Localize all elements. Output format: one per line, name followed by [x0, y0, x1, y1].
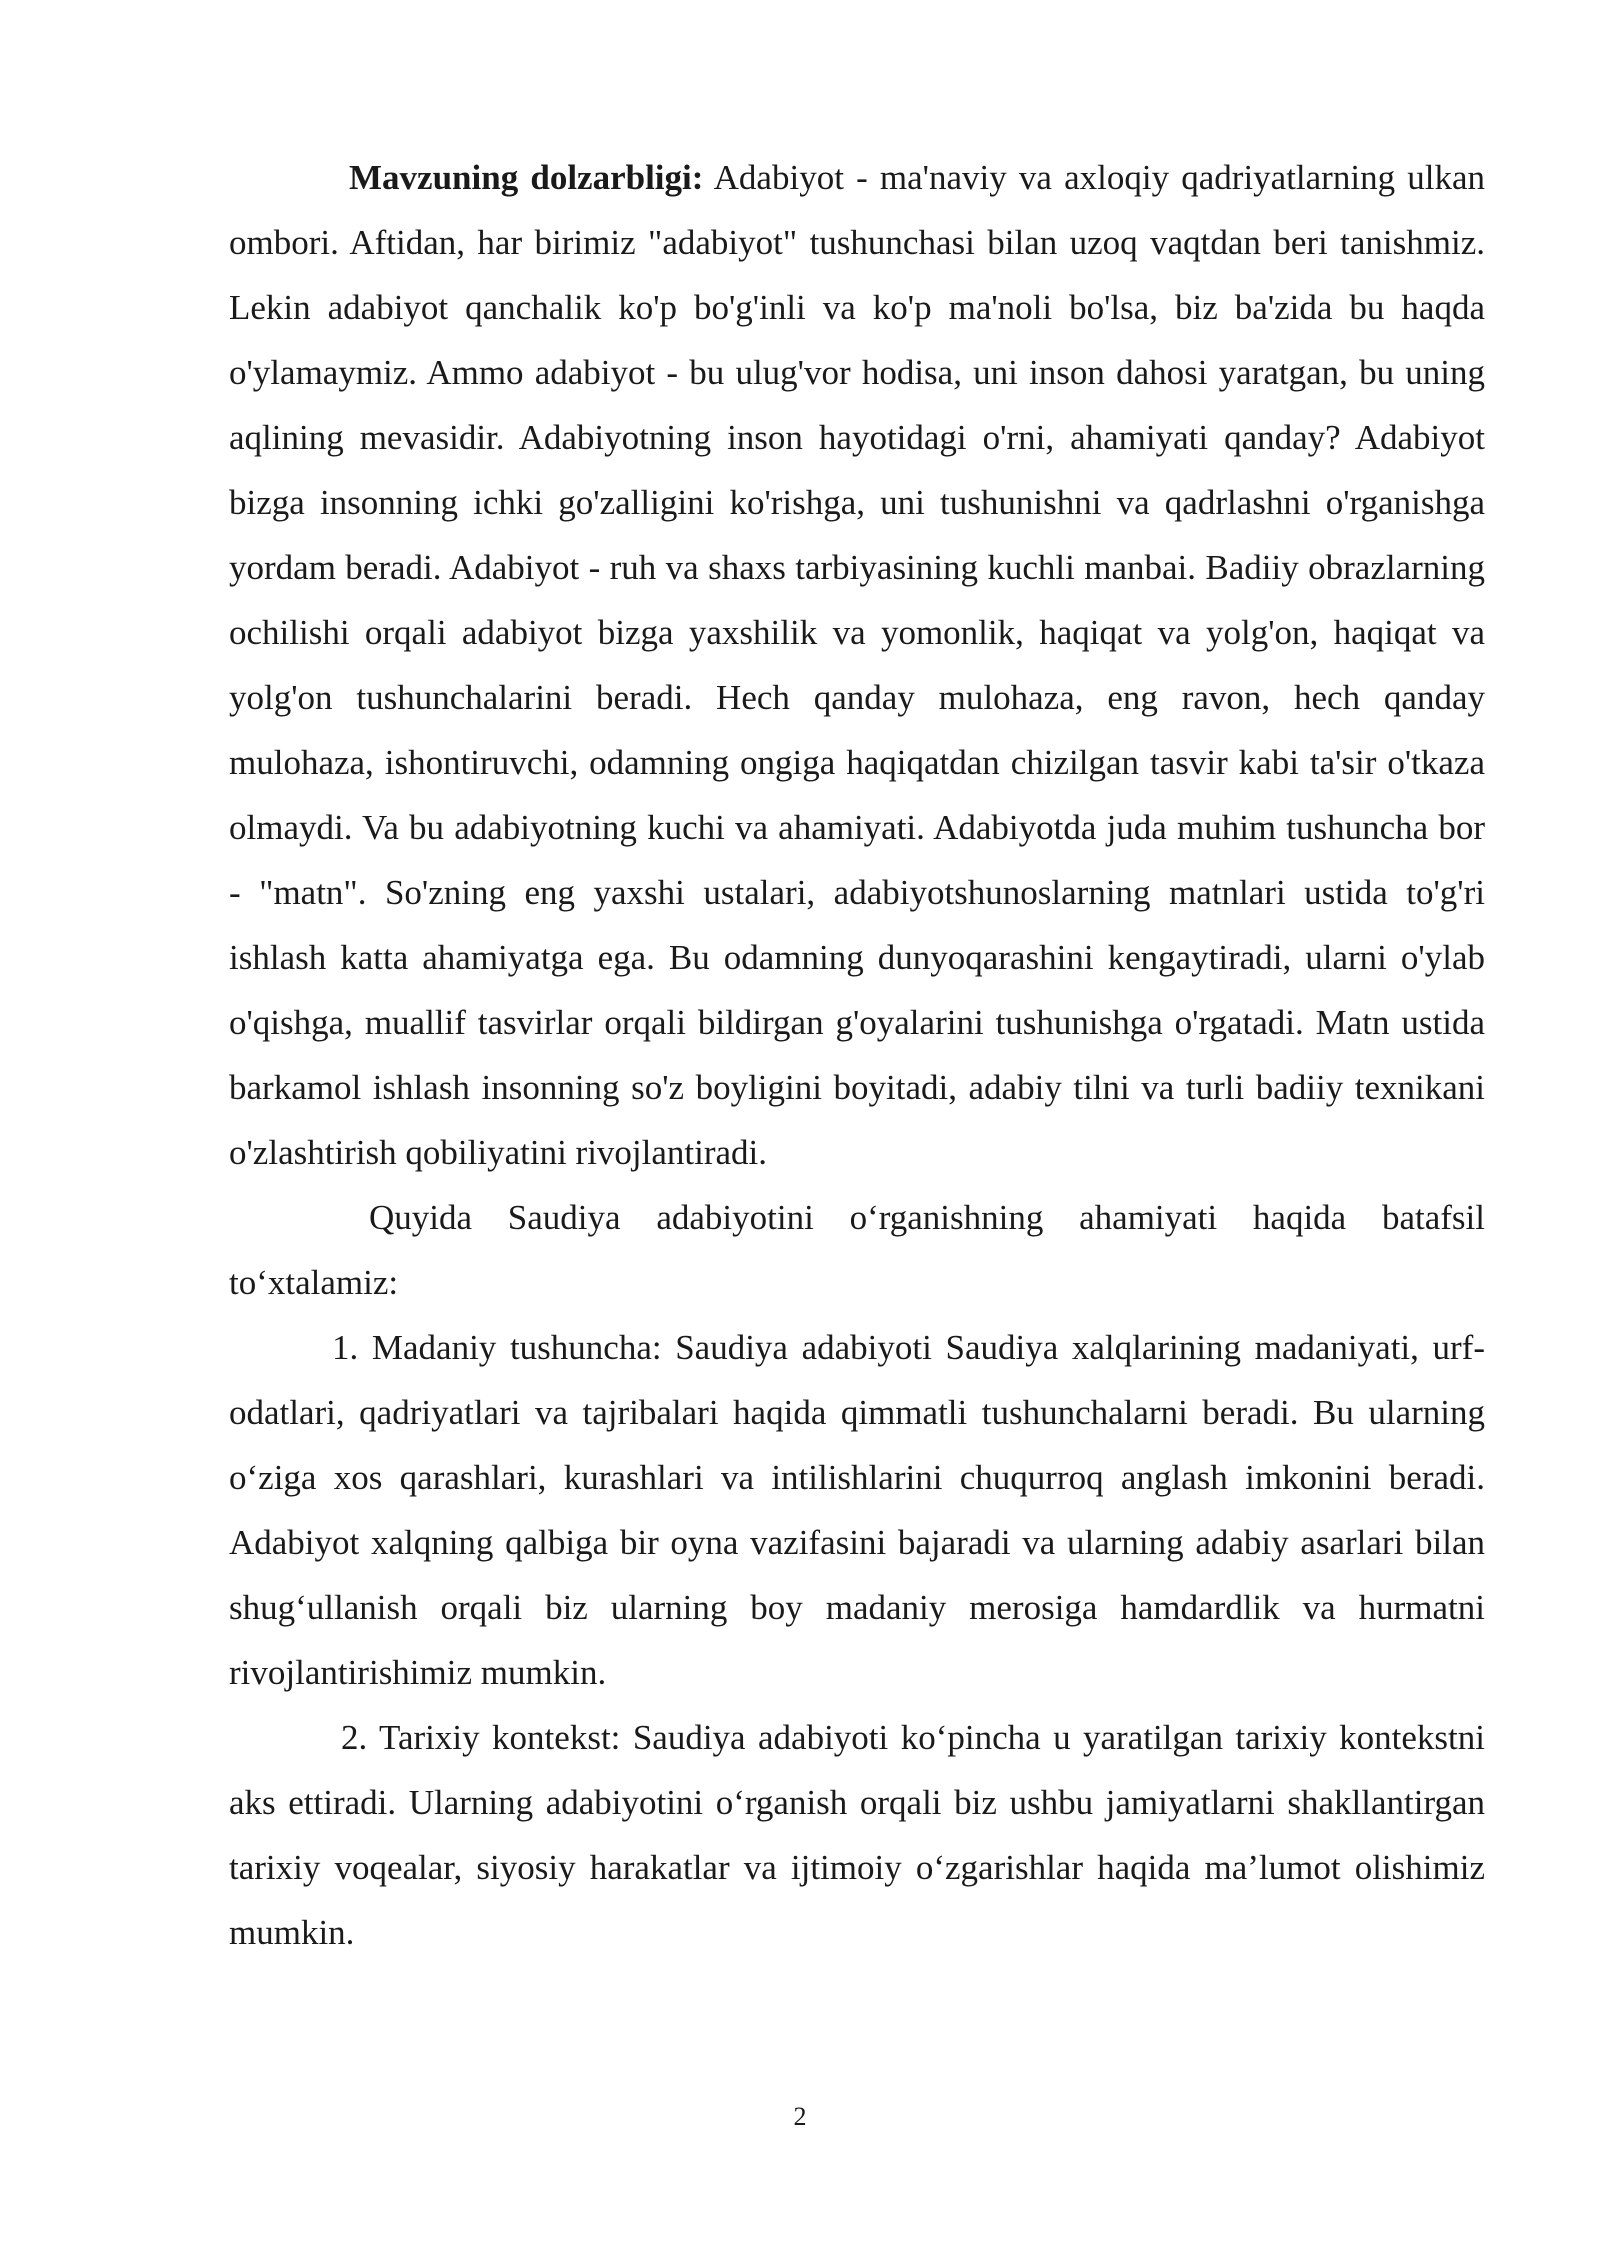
intro-paragraph	[229, 145, 1485, 1185]
list-item-cultural: 1. Madaniy tushuncha: Saudiya adabiyoti Saudiya xalqlarining madaniyati, urf-odatlari, qadriyatlari va tajribalari haqida qimmatli tushunchalarni beradi. Bu ularning o‘ziga xos qarashlari, kurashlari va intilishlarini chuqurroq anglash imkonini beradi. Adabiyot xalqning qalbiga bir oyna vazifasini bajaradi va ularning adabiy asarlari bilan shug‘ullanish orqali biz ularning boy madaniy merosiga hamdardlik va hurmatni rivojlantirishimiz mumkin.	[229, 1328, 1485, 1692]
list-item-historical: 2. Tarixiy kontekst: Saudiya adabiyoti ko‘pincha u yaratilgan tarixiy kontekstni aks ettiradi. Ularning adabiyotini o‘rganish orqali biz ushbu jamiyatlarni shakllantirgan tarixiy voqealar, siyosiy harakatlar va ijtimoiy o‘zgarishlar haqida ma’lumot olishimiz mumkin.	[229, 1718, 1485, 1952]
section-heading: Mavzuning dolzarbligi:	[349, 158, 704, 197]
quyida-paragraph: Quyida Saudiya adabiyotini o‘rganishning ahamiyati haqida batafsil to‘xtalamiz:	[229, 1198, 1485, 1302]
page-number: 2	[793, 2102, 807, 2131]
intro-text: Adabiyot - ma'naviy va axloqiy qadriyatlarning ulkan ombori. Aftidan, har birimiz "adabiyot" tushunchasi bilan uzoq vaqtdan beri tanishmiz. Lekin adabiyot qanchalik ko'p bo'g'inli va ko'p ma'noli bo'lsa, biz ba'zida bu haqda o'ylamaymiz. Ammo adabiyot - bu ulug'vor hodisa, uni inson dahosi yaratgan, bu uning aqlining mevasidir. Adabiyotning inson hayotidagi o'rni, ahamiyati qanday? Adabiyot bizga insonning ichki go'zalligini ko'rishga, uni tushunishni va qadrlashni o'rganishga yordam beradi. Adabiyot - ruh va shaxs tarbiyasining kuchli manbai. Badiiy obrazlarning ochilishi orqali adabiyot bizga yaxshilik va yomonlik, haqiqat va yolg'on, haqiqat va yolg'on tushunchalarini beradi. Hech qanday mulohaza, eng ravon, hech qanday mulohaza, ishontiruvchi, odamning ongiga haqiqatdan chizilgan tasvir kabi ta'sir o'tkaza olmaydi. Va bu adabiyotning kuchi va ahamiyati. Adabiyotda juda muhim tushuncha bor - "matn". So'zning eng yaxshi ustalari, adabiyotshunoslarning matnlari ustida to'g'ri ishlash katta ahamiyatga ega. Bu odamning dunyoqarashini kengaytiradi, ularni o'ylab o'qishga, muallif tasvirlar orqali bildirgan g'oyalarini tushunishga o'rgatadi. Matn ustida barkamol ishlash insonning so'z boyligini boyitadi, adabiy tilni va turli badiiy texnikani o'zlashtirish qobiliyatini rivojlantiradi.	[229, 158, 1485, 1172]
document-body	[229, 145, 1485, 1965]
